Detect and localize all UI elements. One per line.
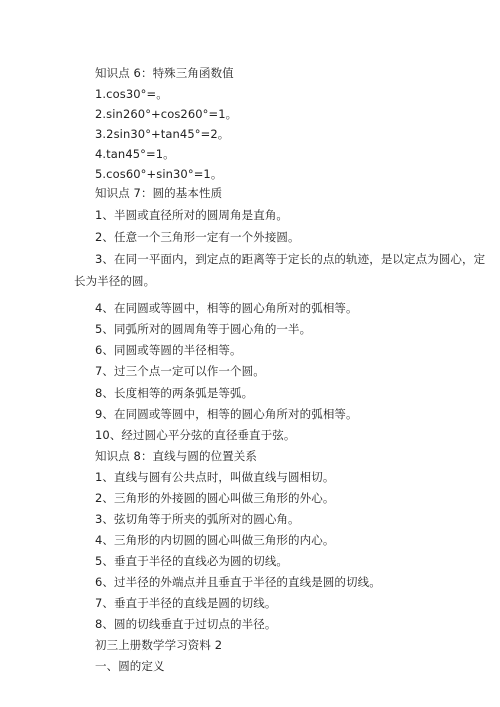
section7-item-5: 5、同弧所对的圆周角等于圆心角的一半。 [95, 322, 312, 336]
section8-item-2: 2、三角形的外接圆的圆心叫做三角形的外心。 [95, 491, 335, 505]
section7-item-3: 3、在同一平面内，到定点的距离等于定长的点的轨迹，是以定点为圆心，定长为半径的圆。 [74, 252, 486, 288]
section8-item-8: 8、圆的切线垂直于过切点的半径。 [95, 617, 277, 631]
section-subheading: 一、圆的定义 [95, 659, 165, 673]
document-title: 初三上册数学学习资料 2 [95, 638, 223, 652]
section7-item-4: 4、在同圆或等圆中，相等的圆心角所对的弧相等。 [95, 301, 358, 315]
section7-item-9: 9、在同圆或等圆中，相等的圆心角所对的弧相等。 [95, 407, 358, 421]
section7-item-2: 2、任意一个三角形一定有一个外接圆。 [95, 230, 300, 244]
section8-item-7: 7、垂直于半径的直线是圆的切线。 [95, 596, 277, 610]
section8-item-5: 5、垂直于半径的直线必为圆的切线。 [95, 554, 289, 568]
section6-item-3: 3.2sin30°+tan45°=2。 [95, 127, 230, 141]
section7-item-10: 10、经过圆心平分弦的直径垂直于弦。 [95, 428, 296, 442]
section7-item-1: 1、半圆或直径所对的圆周角是直角。 [95, 208, 289, 222]
section8-item-4: 4、三角形的内切圆的圆心叫做三角形的内心。 [95, 533, 335, 547]
section8-heading: 知识点 8：直线与圆的位置关系 [95, 449, 257, 463]
section8-item-6: 6、过半径的外端点并且垂直于半径的直线是圆的切线。 [95, 575, 381, 589]
section6-item-4: 4.tan45°=1。 [95, 147, 175, 161]
section6-heading: 知识点 6：特殊三角函数值 [95, 66, 234, 80]
section6-item-5: 5.cos60°+sin30°=1。 [95, 167, 223, 181]
section8-item-1: 1、直线与圆有公共点时，叫做直线与圆相切。 [95, 470, 335, 484]
section7-item-8: 8、长度相等的两条弧是等弧。 [95, 386, 254, 400]
section7-item-6: 6、同圆或等圆的半径相等。 [95, 343, 242, 357]
section6-item-2: 2.sin260°+cos260°=1。 [95, 107, 238, 121]
section7-item-7: 7、过三个点一定可以作一个圆。 [95, 364, 265, 378]
section7-heading: 知识点 7：圆的基本性质 [95, 186, 223, 200]
section6-item-1: 1.cos30°=。 [95, 87, 168, 101]
section8-item-3: 3、弦切角等于所夹的弧所对的圆心角。 [95, 512, 300, 526]
